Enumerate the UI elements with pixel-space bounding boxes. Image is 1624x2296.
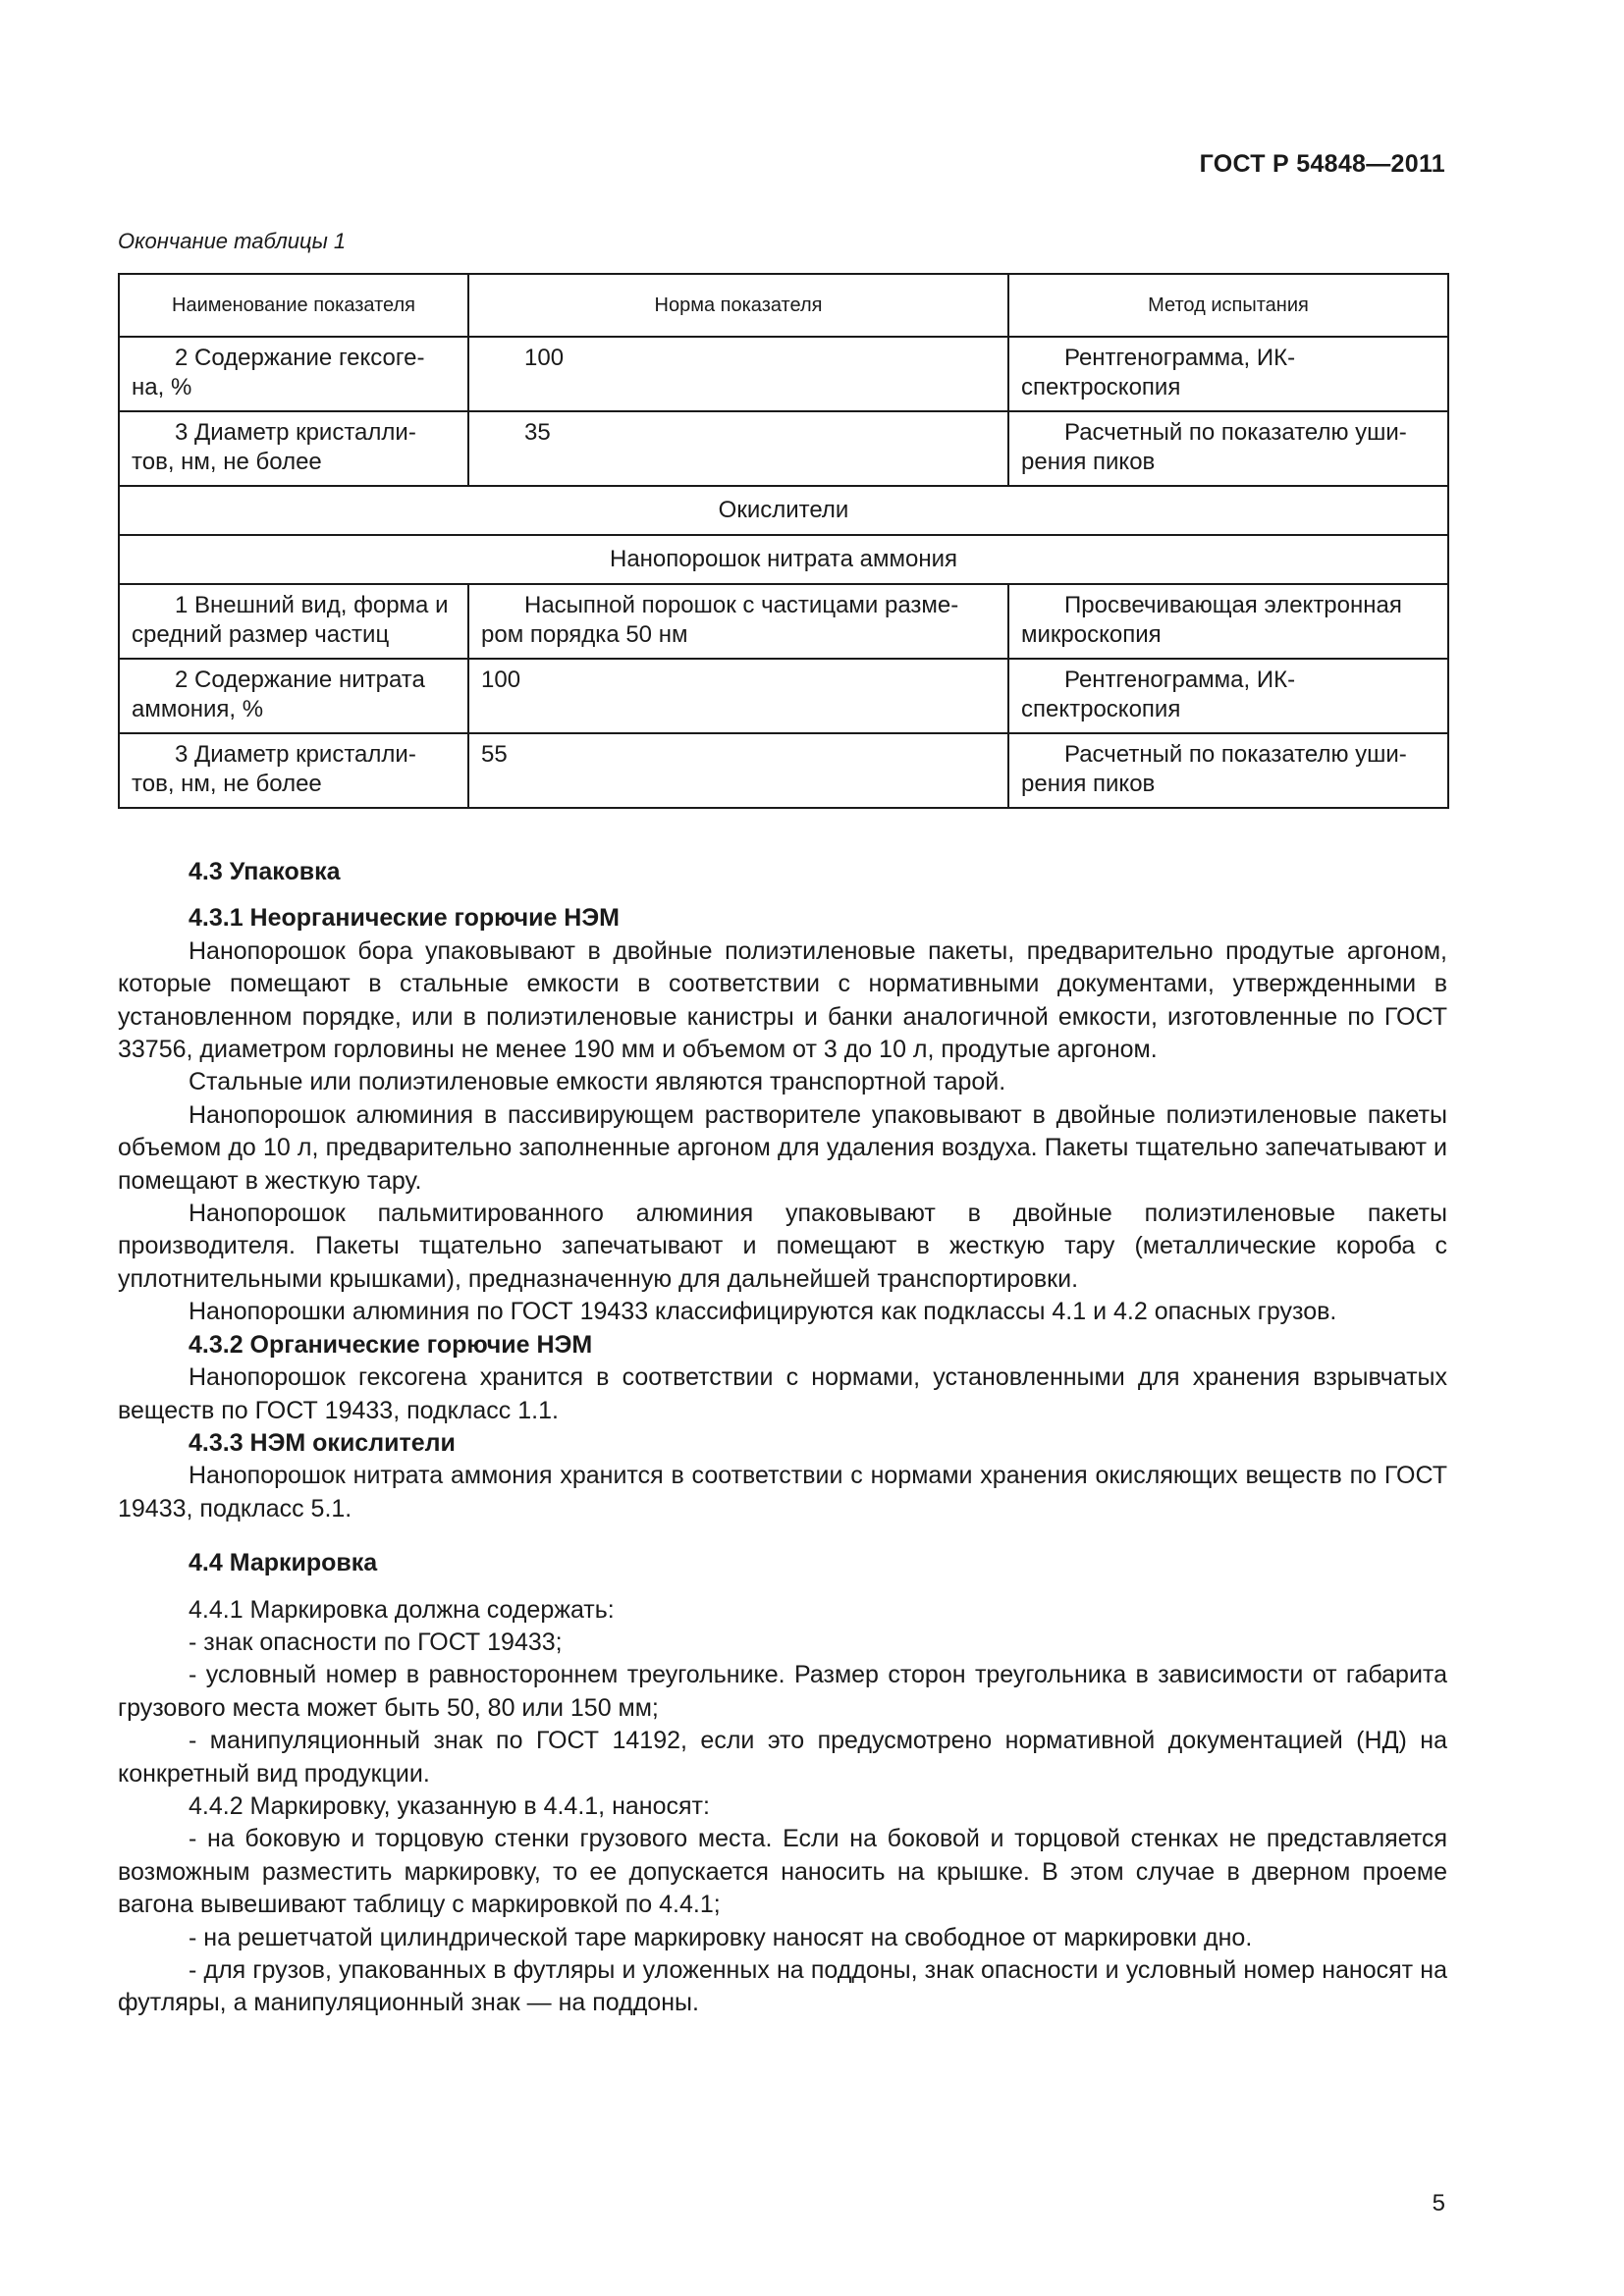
cell-method: Рентгенограмма, ИК-спектроскопия [1008, 337, 1448, 411]
body-text [118, 856, 1447, 2020]
section-title: Окислители [119, 486, 1448, 535]
heading-4-3-2: 4.3.2 Органические горючие НЭМ [189, 1330, 593, 1359]
cell-norm: Насыпной порошок с частицами разме-ром порядка 50 нм [468, 584, 1008, 659]
table-row [119, 584, 1448, 659]
paragraph: Нанопорошок пальмитированного алюминия упаковывают в двойные полиэтиленовые пакеты производителя. Пакеты тщательно запечатывают и помещают в жесткую тару (металлические короба с уплотнительными крышками), предназначенную для дальнейшей транспортировки. [118, 1200, 1447, 1293]
table-row [119, 733, 1448, 808]
cell-norm: 100 [468, 337, 1008, 411]
paragraph: Стальные или полиэтиленовые емкости являются транспортной тарой. [189, 1068, 1006, 1096]
table-row [119, 337, 1448, 411]
cell-method: Расчетный по показателю уши-рения пиков [1008, 411, 1448, 486]
cell-name: 1 Внешний вид, форма и средний размер частиц [119, 584, 468, 659]
page-number: 5 [1432, 2190, 1445, 2216]
column-header-norm: Норма показателя [468, 274, 1008, 337]
paragraph: - на решетчатой цилиндрической таре маркировку наносят на свободное от маркировки дно. [189, 1923, 1253, 1951]
paragraph: Нанопорошки алюминия по ГОСТ 19433 классифицируются как подклассы 4.1 и 4.2 опасных грузов. [189, 1298, 1337, 1326]
paragraph: - для грузов, упакованных в футляры и уложенных на поддоны, знак опасности и условный номер наносят на футляры, а манипуляционный знак — на поддоны. [118, 1956, 1447, 2017]
paragraph: Нанопорошок нитрата аммония хранится в соответствии с нормами хранения окисляющих веществ по ГОСТ 19433, подкласс 5.1. [118, 1462, 1447, 1522]
paragraph: - на боковую и торцовую стенки грузового места. Если на боковой и торцовой стенках не представляется возможным разместить маркировку, то ее допускается наносить на крышке. В этом случае в дверном проеме вагона вывешивают таблицу с маркировкой по 4.4.1; [118, 1825, 1447, 1919]
column-header-name: Наименование показателя [119, 274, 468, 337]
paragraph: Нанопорошок алюминия в пассивирующем растворителе упаковывают в двойные полиэтиленовые пакеты объемом до 10 л, предварительно заполненные аргоном для удаления воздуха. Пакеты тщательно запечатывают и помещают в жесткую тару. [118, 1100, 1447, 1195]
paragraph: - знак опасности по ГОСТ 19433; [189, 1628, 563, 1656]
table-caption: Окончание таблицы 1 [118, 229, 347, 253]
paragraph: 4.4.1 Маркировка должна содержать: [189, 1595, 615, 1624]
cell-norm: 55 [468, 733, 1008, 808]
cell-method: Просвечивающая электронная микроскопия [1008, 584, 1448, 659]
cell-name: 2 Содержание нитрата аммония, % [119, 659, 468, 733]
cell-name: 3 Диаметр кристалли-тов, нм, не более [119, 411, 468, 486]
cell-method: Расчетный по показателю уши-рения пиков [1008, 733, 1448, 808]
table-row [119, 659, 1448, 733]
cell-method: Рентгенограмма, ИК-спектроскопия [1008, 659, 1448, 733]
paragraph: 4.4.2 Маркировку, указанную в 4.4.1, наносят: [189, 1791, 710, 1820]
heading-4-4: 4.4 Маркировка [189, 1549, 378, 1577]
table-subsection-row [119, 535, 1448, 584]
subsection-title: Нанопорошок нитрата аммония [119, 535, 1448, 584]
cell-name: 2 Содержание гексоге-на, % [119, 337, 468, 411]
paragraph: Нанопорошок гексогена хранится в соответствии с нормами, установленными для хранения взрывчатых веществ по ГОСТ 19433, подкласс 1.1. [118, 1363, 1447, 1424]
indicator-table [118, 273, 1449, 809]
cell-name: 3 Диаметр кристалли-тов, нм, не более [119, 733, 468, 808]
heading-4-3-1: 4.3.1 Неорганические горючие НЭМ [189, 904, 620, 933]
paragraph: Нанопорошок бора упаковывают в двойные полиэтиленовые пакеты, предварительно продутые аргоном, которые помещают в стальные емкости в соответствии с нормативными документами, утвержденными в установленном порядке, или в полиэтиленовые канистры и банки аналогичной емкости, изготовленные по ГОСТ 33756, диаметром горловины не менее 190 мм и объемом от 3 до 10 л, продутые аргоном. [118, 936, 1447, 1064]
table-header-row [119, 274, 1448, 337]
table-section-row [119, 486, 1448, 535]
column-header-method: Метод испытания [1008, 274, 1448, 337]
paragraph: - манипуляционный знак по ГОСТ 14192, если это предусмотрено нормативной документацией (НД) на конкретный вид продукции. [118, 1727, 1447, 1788]
heading-4-3: 4.3 Упаковка [189, 858, 341, 885]
cell-norm: 100 [468, 659, 1008, 733]
document-code: ГОСТ Р 54848—2011 [1199, 150, 1445, 178]
table-row [119, 411, 1448, 486]
heading-4-3-3: 4.3.3 НЭМ окислители [189, 1428, 456, 1457]
paragraph: - условный номер в равностороннем треугольнике. Размер сторон треугольника в зависимости от габарита грузового места может быть 50, 80 или 150 мм; [118, 1661, 1447, 1722]
cell-norm: 35 [468, 411, 1008, 486]
